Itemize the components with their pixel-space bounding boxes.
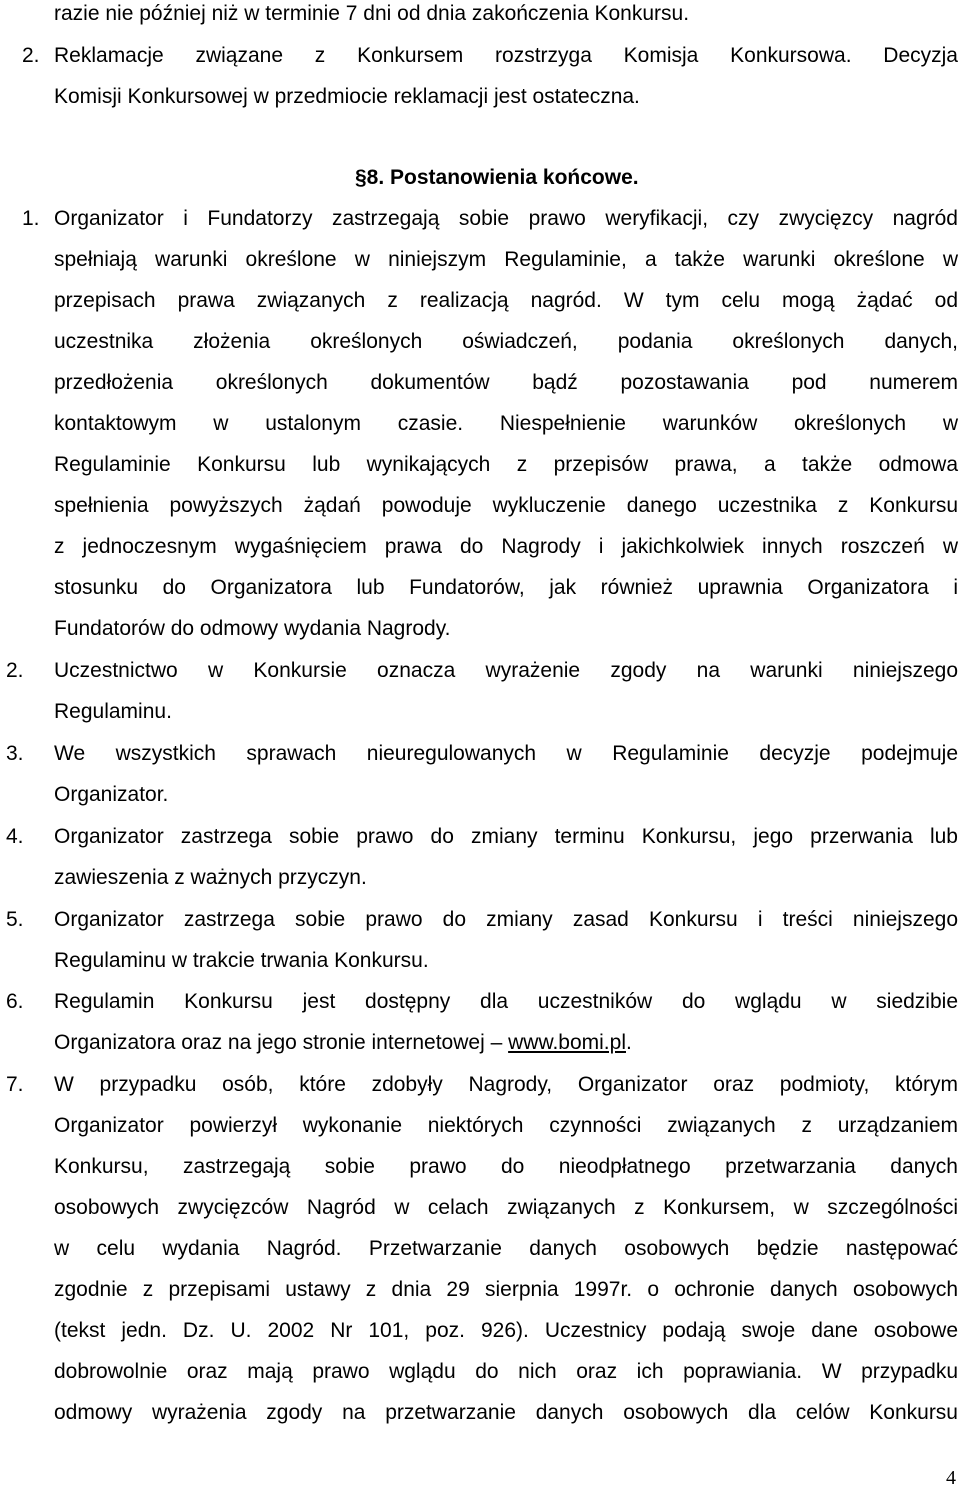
text-line: Regulaminu w trakcie trwania Konkursu.: [54, 949, 429, 972]
text-line: Reklamacje związane z Konkursem rozstrzyga Komisja Konkursowa. Decyzja: [54, 44, 958, 67]
text-line: Regulaminu.: [54, 700, 172, 723]
text-line: odmowy wyrażenia zgody na przetwarzanie danych osobowych dla celów Konkursu: [54, 1401, 958, 1424]
text-line: zawieszenia z ważnych przyczyn.: [54, 866, 367, 889]
text-line: (tekst jedn. Dz. U. 2002 Nr 101, poz. 926). Uczestnicy podają swoje dane osobowe: [54, 1319, 958, 1342]
text-fragment: Organizatora oraz na jego stronie internetowej –: [54, 1031, 509, 1054]
list-number: 5.: [6, 908, 24, 931]
text-line: Organizator zastrzega sobie prawo do zmiany terminu Konkursu, jego przerwania lub: [54, 825, 958, 848]
list-number: 1.: [22, 207, 40, 230]
text-line: dobrowolnie oraz mają prawo wglądu do nich oraz ich poprawiania. W przypadku: [54, 1360, 958, 1383]
text-line: Komisji Konkursowej w przedmiocie reklamacji jest ostateczna.: [54, 85, 640, 108]
text-line: spełnienia powyższych żądań powoduje wykluczenie danego uczestnika z Konkursu: [54, 494, 958, 517]
text-line: Organizator.: [54, 783, 169, 806]
list-number: 3.: [6, 742, 24, 765]
text-line: Organizator i Fundatorzy zastrzegają sobie prawo weryfikacji, czy zwycięzcy nagród: [54, 207, 958, 230]
text-line: Regulaminie Konkursu lub wynikających z przepisów prawa, a także odmowa: [54, 453, 958, 476]
list-number: 7.: [6, 1073, 24, 1096]
text-line: spełniają warunki określone w niniejszym Regulaminie, a także warunki określone w: [54, 248, 958, 271]
text-line: uczestnika złożenia określonych oświadczeń, podania określonych danych,: [54, 330, 958, 353]
list-number: 2.: [22, 44, 40, 67]
text-line: W przypadku osób, które zdobyły Nagrody, Organizator oraz podmioty, którym: [54, 1073, 958, 1096]
list-number: 2.: [6, 659, 24, 682]
text-line: razie nie później niż w terminie 7 dni od dnia zakończenia Konkursu.: [54, 2, 690, 25]
list-number: 6.: [6, 990, 24, 1013]
text-line: z jednoczesnym wygaśnięciem prawa do Nagrody i jakichkolwiek innych roszczeń w: [54, 535, 958, 558]
text-line: Uczestnictwo w Konkursie oznacza wyrażenie zgody na warunki niniejszego: [54, 659, 958, 682]
text-line: stosunku do Organizatora lub Fundatorów, jak również uprawnia Organizatora i: [54, 576, 958, 599]
text-line: osobowych zwycięzców Nagród w celach związanych z Konkursem, w szczególności: [54, 1196, 958, 1219]
text-line: Fundatorów do odmowy wydania Nagrody.: [54, 617, 451, 640]
section-heading: §8. Postanowienia końcowe.: [355, 166, 639, 189]
text-line: Organizator zastrzega sobie prawo do zmiany zasad Konkursu i treści niniejszego: [54, 908, 958, 931]
text-line: w celu wydania Nagród. Przetwarzanie danych osobowych będzie następować: [54, 1237, 958, 1260]
text-line: Organizator powierzył wykonanie niektórych czynności związanych z urządzaniem: [54, 1114, 958, 1137]
text-line: przepisach prawa związanych z realizacją nagród. W tym celu mogą żądać od: [54, 289, 958, 312]
text-line: przedłożenia określonych dokumentów bądź pozostawania pod numerem: [54, 371, 958, 394]
text-line: zgodnie z przepisami ustawy z dnia 29 sierpnia 1997r. o ochronie danych osobowych: [54, 1278, 958, 1301]
text-line: We wszystkich sprawach nieuregulowanych w Regulaminie decyzje podejmuje: [54, 742, 958, 765]
text-line: Konkursu, zastrzegają sobie prawo do nieodpłatnego przetwarzania danych: [54, 1155, 958, 1178]
text-fragment: .: [625, 1031, 632, 1054]
page-number: 4: [946, 1467, 956, 1489]
text-line: Regulamin Konkursu jest dostępny dla uczestników do wglądu w siedzibie: [54, 990, 958, 1013]
list-number: 4.: [6, 825, 24, 848]
text-line: [54, 1030, 632, 1056]
text-line: kontaktowym w ustalonym czasie. Niespełnienie warunków określonych w: [54, 412, 958, 435]
website-link[interactable]: www.bomi.pl: [508, 1031, 626, 1054]
